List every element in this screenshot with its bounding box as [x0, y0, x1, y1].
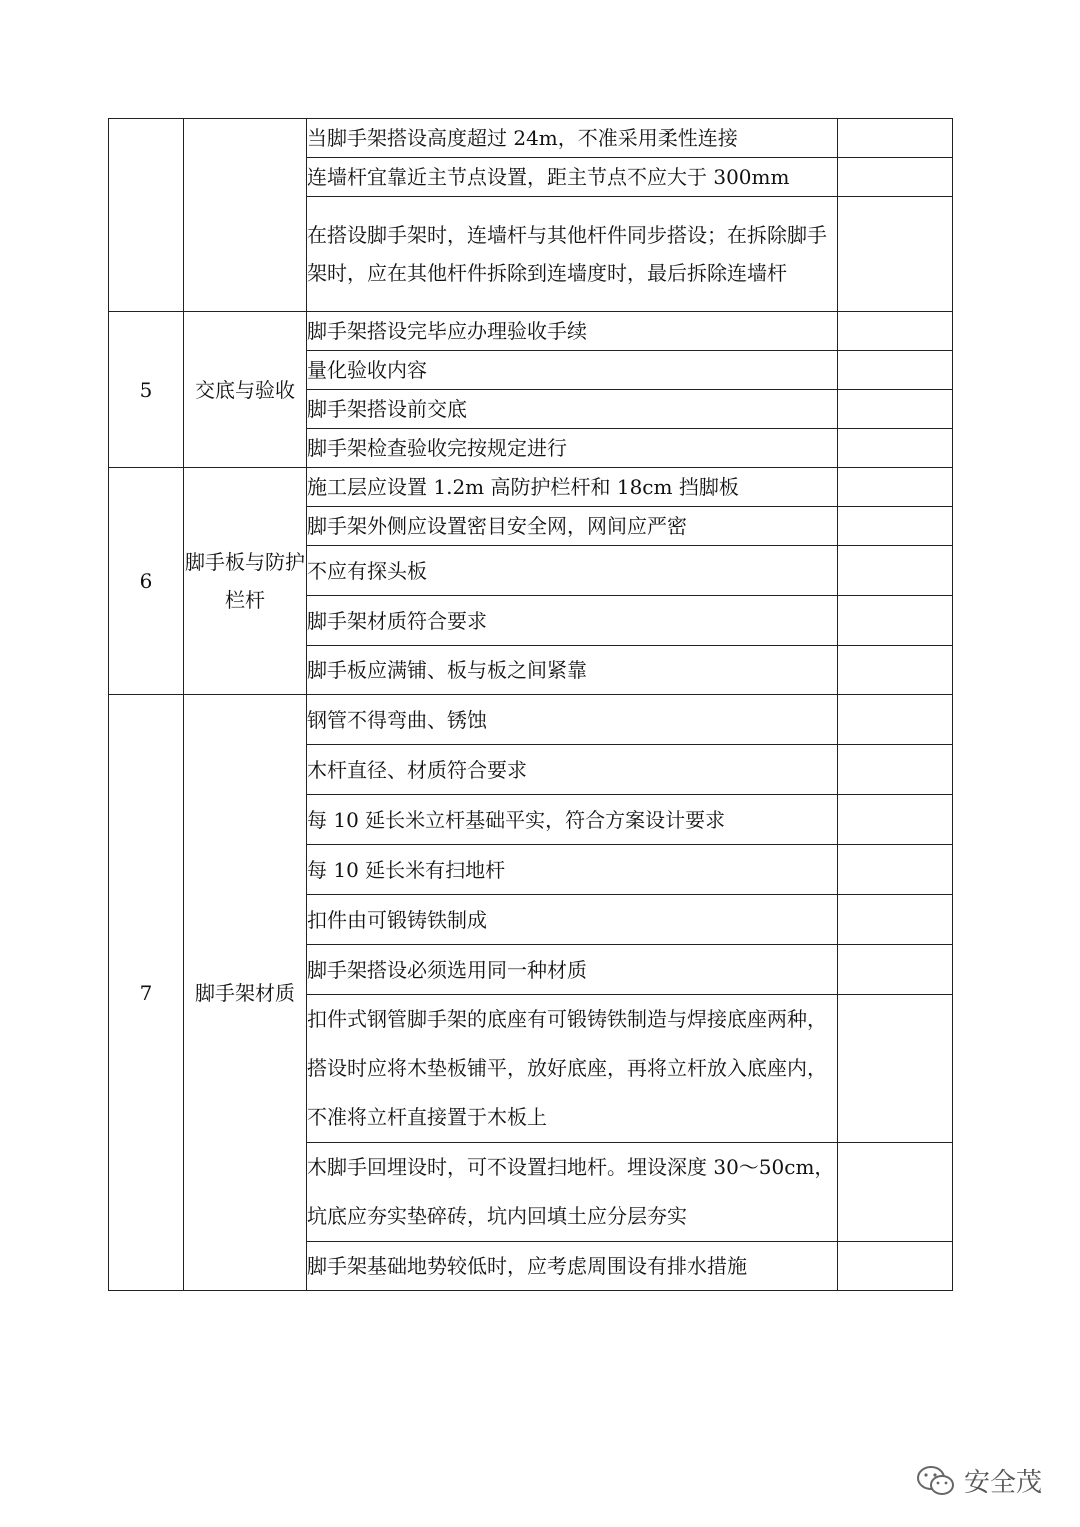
item-cell: 量化验收内容 — [307, 351, 838, 390]
section-number: 7 — [109, 695, 184, 1291]
item-cell: 脚手架搭设必须选用同一种材质 — [307, 945, 838, 995]
result-cell — [838, 390, 953, 429]
result-cell — [838, 546, 953, 596]
result-cell — [838, 119, 953, 158]
section-category: 脚手架材质 — [184, 695, 307, 1291]
item-cell: 扣件式钢管脚手架的底座有可锻铸铁制造与焊接底座两种，搭设时应将木垫板铺平，放好底座，再将立杆放入底座内，不准将立杆直接置于木板上 — [307, 995, 838, 1143]
section-category: 交底与验收 — [184, 312, 307, 468]
item-cell: 脚手架搭设前交底 — [307, 390, 838, 429]
result-cell — [838, 507, 953, 546]
result-cell — [838, 351, 953, 390]
item-cell: 施工层应设置 1.2m 高防护栏杆和 18cm 挡脚板 — [307, 468, 838, 507]
result-cell — [838, 596, 953, 646]
result-cell — [838, 646, 953, 695]
table-row — [109, 312, 953, 351]
table-row — [109, 119, 953, 158]
item-cell: 脚手板应满铺、板与板之间紧靠 — [307, 646, 838, 695]
item-cell: 扣件由可锻铸铁制成 — [307, 895, 838, 945]
item-cell: 钢管不得弯曲、锈蚀 — [307, 695, 838, 745]
item-cell: 木杆直径、材质符合要求 — [307, 745, 838, 795]
table-row — [109, 468, 953, 507]
item-cell: 每 10 延长米有扫地杆 — [307, 845, 838, 895]
item-cell: 在搭设脚手架时，连墙杆与其他杆件同步搭设；在拆除脚手架时，应在其他杆件拆除到连墙度时，最后拆除连墙杆 — [307, 197, 838, 312]
item-cell: 每 10 延长米立杆基础平实，符合方案设计要求 — [307, 795, 838, 845]
result-cell — [838, 945, 953, 995]
item-cell: 脚手架基础地势较低时，应考虑周围设有排水措施 — [307, 1242, 838, 1291]
result-cell — [838, 312, 953, 351]
item-cell: 连墙杆宜靠近主节点设置，距主节点不应大于 300mm — [307, 158, 838, 197]
result-cell — [838, 845, 953, 895]
wechat-icon — [916, 1464, 956, 1498]
number-cell — [109, 119, 184, 312]
item-cell: 脚手架检查验收完按规定进行 — [307, 429, 838, 468]
category-cell — [184, 119, 307, 312]
result-cell — [838, 745, 953, 795]
watermark — [916, 1462, 1042, 1499]
section-category: 脚手板与防护栏杆 — [184, 468, 307, 695]
result-cell — [838, 895, 953, 945]
result-cell — [838, 429, 953, 468]
item-cell: 脚手架材质符合要求 — [307, 596, 838, 646]
item-cell: 脚手架外侧应设置密目安全网，网间应严密 — [307, 507, 838, 546]
item-cell: 木脚手回埋设时，可不设置扫地杆。埋设深度 30～50cm，坑底应夯实垫碎砖，坑内回填土应分层夯实 — [307, 1143, 838, 1242]
result-cell — [838, 158, 953, 197]
item-cell: 当脚手架搭设高度超过 24m，不准采用柔性连接 — [307, 119, 838, 158]
item-cell: 脚手架搭设完毕应办理验收手续 — [307, 312, 838, 351]
table-row — [109, 695, 953, 745]
result-cell — [838, 1143, 953, 1242]
result-cell — [838, 995, 953, 1143]
result-cell — [838, 1242, 953, 1291]
result-cell — [838, 197, 953, 312]
checklist-table — [108, 118, 953, 1291]
item-cell: 不应有探头板 — [307, 546, 838, 596]
watermark-text: 安全茂 — [964, 1468, 1043, 1498]
section-number: 5 — [109, 312, 184, 468]
result-cell — [838, 468, 953, 507]
result-cell — [838, 795, 953, 845]
result-cell — [838, 695, 953, 745]
section-number: 6 — [109, 468, 184, 695]
